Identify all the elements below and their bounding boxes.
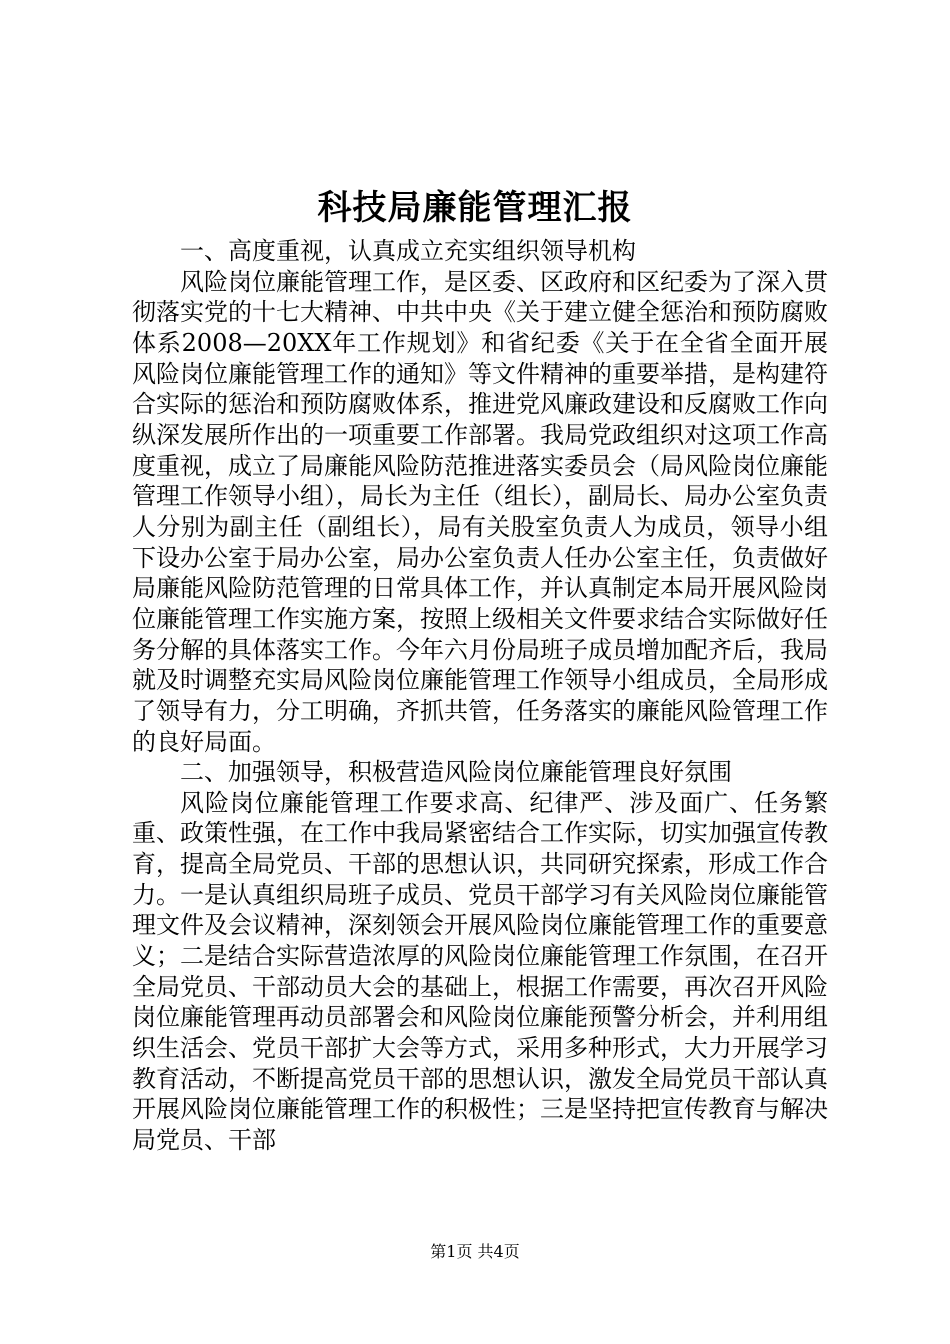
section-1-paragraph: 风险岗位廉能管理工作，是区委、区政府和区纪委为了深入贯彻落实党的十七大精神、中共中央《关于建立健全惩治和预防腐败体系2008—20XX年工作规划》和省纪委《关于在全省全面开展风险岗位廉能管理工作的通知》等文件精神的重要举措，是构建符合实际的惩治和预防腐败体系，推进党风廉政建设和反腐败工作向纵深发展所作出的一项重要工作部署。我局党政组织对这项工作高度重视，成立了局廉能风险防范推进落实委员会（局风险岗位廉能管理工作领导小组），局长为主任（组长），副局长、局办公室负责人分别为副主任（副组长），局有关股室负责人为成员，领导小组下设办公室于局办公室，局办公室负责人任办公室主任，负责做好局廉能风险防范管理的日常具体工作，并认真制定本局开展风险岗位廉能管理工作实施方案，按照上级相关文件要求结合实际做好任务分解的具体落实工作。今年六月份局班子成员增加配齐后，我局就及时调整充实局风险岗位廉能管理工作领导小组成员，全局形成了领导有力，分工明确，齐抓共管，任务落实的廉能风险管理工作的良好局面。 — [132, 267, 828, 756]
section-2-heading: 二、加强领导，积极营造风险岗位廉能管理良好氛围 — [180, 758, 732, 787]
page-footer — [0, 1242, 950, 1262]
document-title: 科技局廉能管理汇报 — [317, 188, 633, 228]
page-indicator: 第1页 共4页 — [430, 1242, 520, 1261]
document-body — [132, 236, 828, 1156]
section-2-paragraph: 风险岗位廉能管理工作要求高、纪律严、涉及面广、任务繁重、政策性强，在工作中我局紧密结合工作实际，切实加强宣传教育，提高全局党员、干部的思想认识，共同研究探索，形成工作合力。一是认真组织局班子成员、党员干部学习有关风险岗位廉能管理文件及会议精神，深刻领会开展风险岗位廉能管理工作的重要意义；二是结合实际营造浓厚的风险岗位廉能管理工作氛围，在召开全局党员、干部动员大会的基础上，根据工作需要，再次召开风险岗位廉能管理再动员部署会和风险岗位廉能预警分析会，并利用组织生活会、党员干部扩大会等方式，采用多种形式，大力开展学习教育活动，不断提高党员干部的思想认识，激发全局党员干部认真开展风险岗位廉能管理工作的积极性；三是坚持把宣传教育与解决局党员、干部 — [132, 788, 828, 1155]
section-1-heading: 一、高度重视，认真成立充实组织领导机构 — [180, 237, 636, 265]
